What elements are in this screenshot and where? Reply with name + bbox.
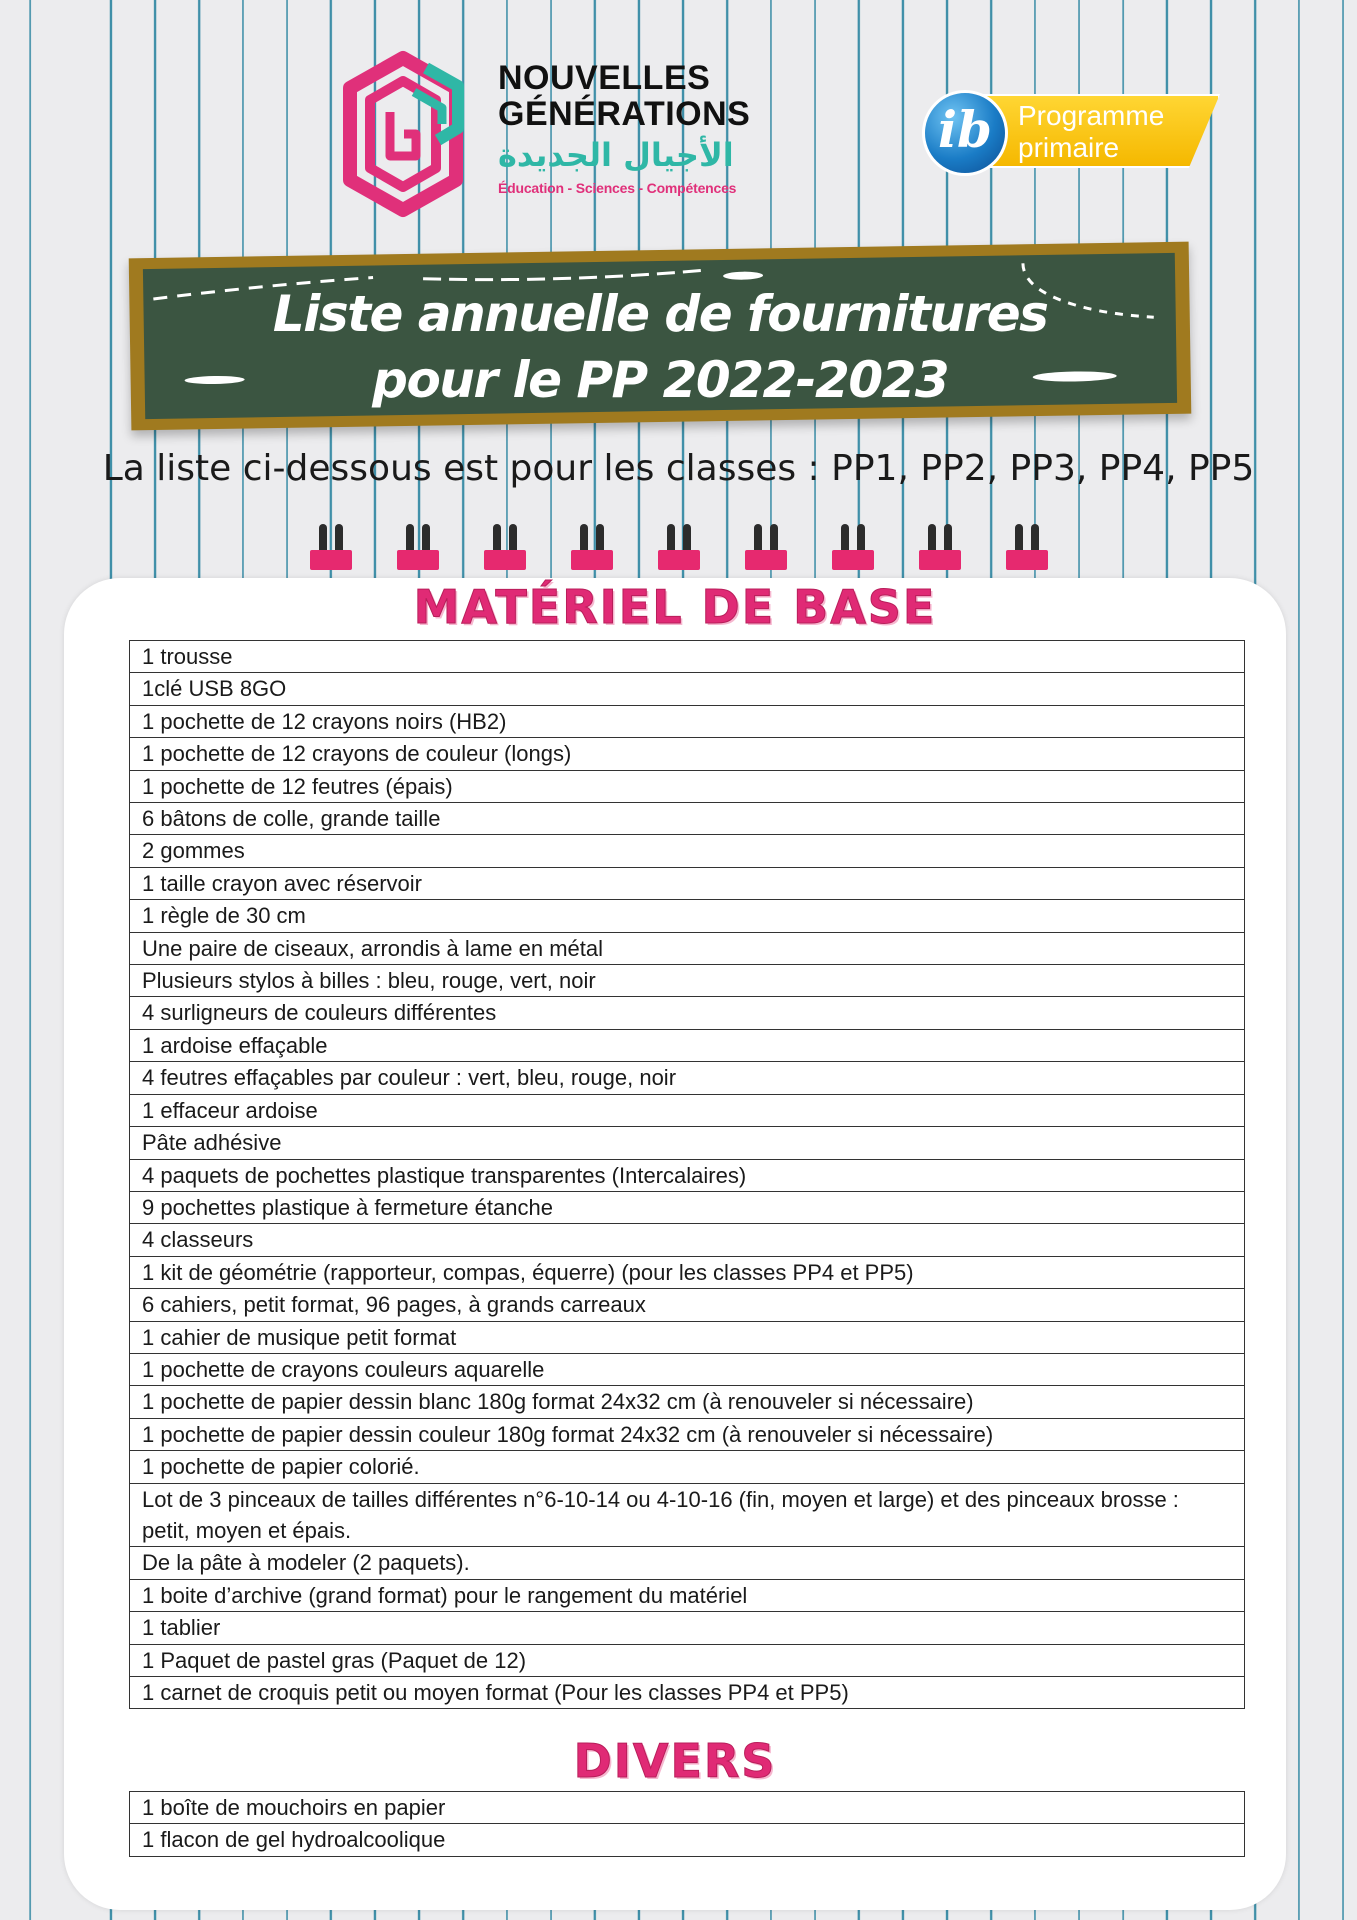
table-row: [130, 1191, 1245, 1223]
table-row: [130, 1256, 1245, 1288]
ib-logo-icon: ib: [922, 90, 1008, 176]
list-item: 4 feutres effaçables par couleur : vert, bleu, rouge, noir: [130, 1062, 1245, 1094]
table-row: [130, 997, 1245, 1029]
table-row: [130, 705, 1245, 737]
binder-clip-icon: [571, 524, 613, 570]
binder-clip-icon: [484, 524, 526, 570]
list-item: 4 paquets de pochettes plastique transparentes (Intercalaires): [130, 1159, 1245, 1191]
list-item: Plusieurs stylos à billes : bleu, rouge, vert, noir: [130, 965, 1245, 997]
misc-table: [129, 1791, 1245, 1857]
list-item: 1 tablier: [130, 1612, 1245, 1644]
list-item: 1 taille crayon avec réservoir: [130, 867, 1245, 899]
binder-clip-icon: [1006, 524, 1048, 570]
list-item: 1 carnet de croquis petit ou moyen format (Pour les classes PP4 et PP5): [130, 1677, 1245, 1709]
list-item: 1 pochette de 12 crayons de couleur (longs): [130, 738, 1245, 770]
table-row: [130, 1483, 1245, 1547]
table-row: [130, 1824, 1245, 1856]
section-title-misc: DIVERS: [573, 1734, 777, 1788]
supplies-card: [64, 578, 1286, 1910]
binder-clip-icon: [658, 524, 700, 570]
table-row: [130, 1062, 1245, 1094]
table-row: [130, 1451, 1245, 1483]
list-item: 1 pochette de 12 crayons noirs (HB2): [130, 705, 1245, 737]
list-item: 4 classeurs: [130, 1224, 1245, 1256]
school-logo-text: [498, 60, 750, 196]
binder-clips: [310, 524, 1070, 572]
list-item: 1 kit de géométrie (rapporteur, compas, équerre) (pour les classes PP4 et PP5): [130, 1256, 1245, 1288]
list-item: De la pâte à modeler (2 paquets).: [130, 1547, 1245, 1579]
table-row: [130, 1029, 1245, 1061]
list-item: 1 règle de 30 cm: [130, 900, 1245, 932]
table-row: [130, 1127, 1245, 1159]
list-item: 1 flacon de gel hydroalcoolique: [130, 1824, 1245, 1856]
table-row: [130, 1224, 1245, 1256]
table-row: [130, 1547, 1245, 1579]
ib-programme-badge: [920, 90, 1220, 176]
table-row: [130, 1612, 1245, 1644]
list-item: 6 cahiers, petit format, 96 pages, à grands carreaux: [130, 1289, 1245, 1321]
list-item: 4 surligneurs de couleurs différentes: [130, 997, 1245, 1029]
binder-clip-icon: [310, 524, 352, 570]
table-row: [130, 1094, 1245, 1126]
table-row: [130, 867, 1245, 899]
list-item: 1 ardoise effaçable: [130, 1029, 1245, 1061]
table-row: [130, 835, 1245, 867]
list-item: 6 bâtons de colle, grande taille: [130, 803, 1245, 835]
table-row: [130, 641, 1245, 673]
chalkboard-title-line-1: Liste annuelle de fournitures: [272, 284, 1048, 343]
ib-badge-line-2: primaire: [1018, 132, 1120, 163]
list-item: 1 cahier de musique petit format: [130, 1321, 1245, 1353]
classes-subtitle: La liste ci-dessous est pour les classes : PP1, PP2, PP3, PP4, PP5: [102, 448, 1255, 489]
list-item: 1 pochette de papier dessin couleur 180g format 24x32 cm (à renouveler si nécessaire): [130, 1418, 1245, 1450]
section-title-base-materials: MATÉRIEL DE BASE: [413, 580, 937, 634]
binder-clip-icon: [745, 524, 787, 570]
list-item: 1clé USB 8GO: [130, 673, 1245, 705]
list-item: 1 effaceur ardoise: [130, 1094, 1245, 1126]
table-row: [130, 965, 1245, 997]
list-item: Une paire de ciseaux, arrondis à lame en métal: [130, 932, 1245, 964]
school-logo-mark-icon: [330, 48, 476, 220]
list-item: 1 Paquet de pastel gras (Paquet de 12): [130, 1644, 1245, 1676]
binder-clip-icon: [919, 524, 961, 570]
table-row: [130, 1579, 1245, 1611]
logo-line-1: NOUVELLES: [498, 59, 711, 97]
table-row: [130, 770, 1245, 802]
logo-line-2: GÉNÉRATIONS: [498, 95, 751, 133]
list-item: 9 pochettes plastique à fermeture étanche: [130, 1191, 1245, 1223]
list-item: Pâte adhésive: [130, 1127, 1245, 1159]
table-row: [130, 803, 1245, 835]
table-row: [130, 738, 1245, 770]
chalkboard-surface: [143, 253, 1177, 419]
binder-clip-icon: [832, 524, 874, 570]
table-row: [130, 932, 1245, 964]
list-item: 1 pochette de crayons couleurs aquarelle: [130, 1353, 1245, 1385]
table-row: [130, 1159, 1245, 1191]
list-item: 1 boîte de mouchoirs en papier: [130, 1792, 1245, 1824]
table-row: [130, 673, 1245, 705]
binder-clip-icon: [397, 524, 439, 570]
list-item: 1 trousse: [130, 641, 1245, 673]
table-row: [130, 1677, 1245, 1709]
ib-badge-text: [1018, 100, 1164, 164]
list-item: 2 gommes: [130, 835, 1245, 867]
table-row: [130, 1792, 1245, 1824]
table-row: [130, 1353, 1245, 1385]
table-row: [130, 1321, 1245, 1353]
list-item: 1 pochette de papier colorié.: [130, 1451, 1245, 1483]
list-item: 1 pochette de 12 feutres (épais): [130, 770, 1245, 802]
list-item: 1 boite d’archive (grand format) pour le rangement du matériel: [130, 1579, 1245, 1611]
logo-arabic: الأجيال الجديدة: [498, 136, 734, 174]
list-item: 1 pochette de papier dessin blanc 180g format 24x32 cm (à renouveler si nécessaire): [130, 1386, 1245, 1418]
chalkboard-title-text: [144, 281, 1176, 413]
logo-tagline: Éducation - Sciences - Compétences: [498, 180, 737, 196]
table-row: [130, 1289, 1245, 1321]
base-materials-table: [129, 640, 1245, 1709]
chalkboard-title: [129, 242, 1192, 431]
table-row: [130, 1386, 1245, 1418]
list-item: Lot de 3 pinceaux de tailles différentes n°6-10-14 ou 4-10-16 (fin, moyen et large) et des pinceaux brosse : petit, moyen et épais.: [130, 1483, 1245, 1547]
chalkboard-title-line-2: pour le PP 2022-2023: [372, 350, 949, 409]
school-logo: [330, 48, 751, 228]
ib-badge-line-1: Programme: [1018, 100, 1165, 131]
table-row: [130, 1418, 1245, 1450]
table-row: [130, 900, 1245, 932]
table-row: [130, 1644, 1245, 1676]
